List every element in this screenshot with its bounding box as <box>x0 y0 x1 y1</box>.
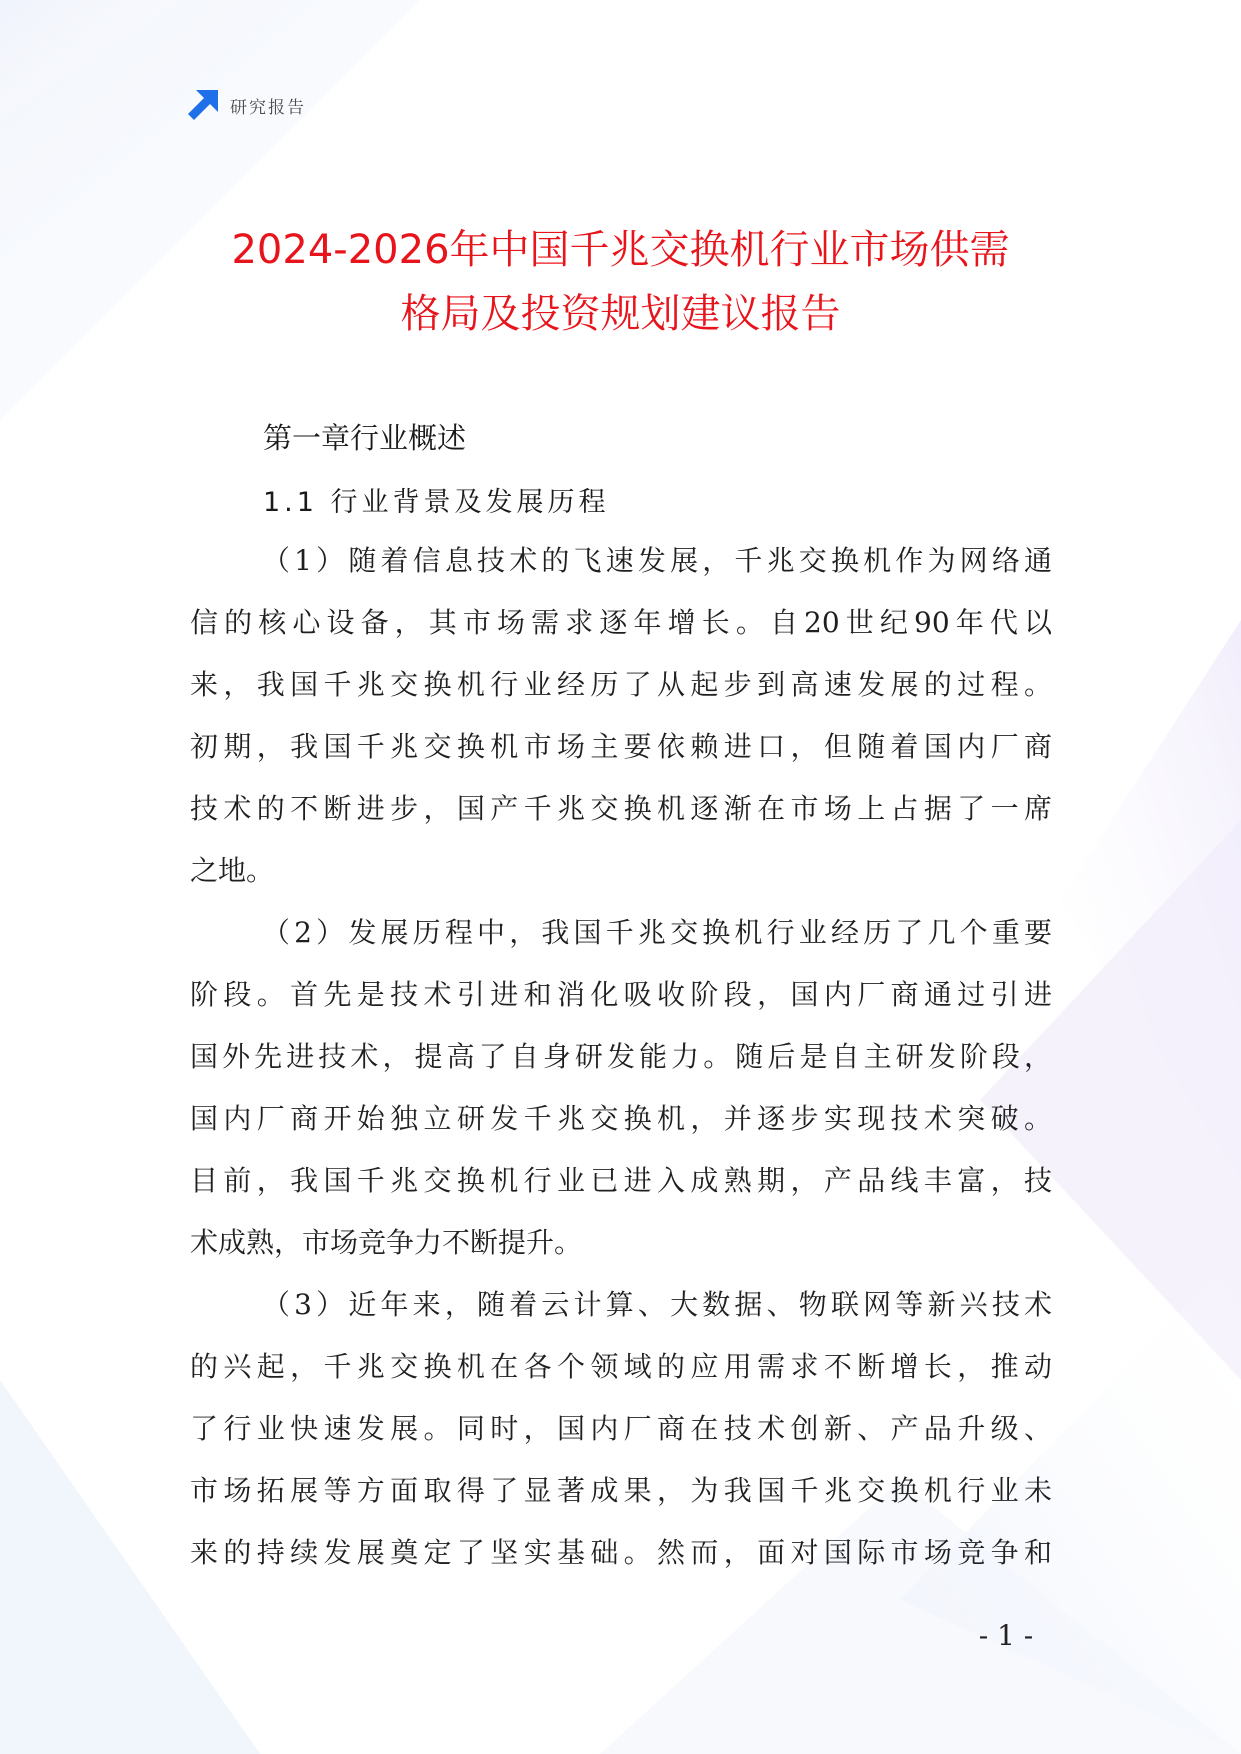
report-title <box>150 218 1091 346</box>
paragraph-line: 技术的不断进步，国产千兆交换机逐渐在市场上占据了一席 <box>190 792 1052 825</box>
paragraph-1 <box>190 530 1052 902</box>
paragraph-line: （1）随着信息技术的飞速发展，千兆交换机作为网络通 <box>262 544 1052 577</box>
paragraph-3 <box>190 1274 1052 1584</box>
paragraph-line: 国内厂商开始独立研发千兆交换机，并逐步实现技术突破。 <box>190 1102 1052 1135</box>
paragraph-line: 初期，我国千兆交换机市场主要依赖进口，但随着国内厂商 <box>190 730 1052 763</box>
paragraph-line: 术成熟，市场竞争力不断提升。 <box>190 1226 583 1259</box>
brand-text: 研究报告 <box>230 97 306 118</box>
report-header <box>186 88 306 122</box>
report-title-line-2: 格局及投资规划建议报告 <box>400 291 841 337</box>
paragraph-line: 国外先进技术，提高了自身研发能力。随后是自主研发阶段， <box>190 1040 1052 1073</box>
section-heading: 1.1 行业背景及发展历程 <box>263 487 610 518</box>
paragraph-line: （3）近年来，随着云计算、大数据、物联网等新兴技术 <box>262 1288 1052 1321</box>
report-title-line-1: 2024-2026年中国千兆交换机行业市场供需 <box>231 227 1010 273</box>
chapter-heading: 第一章行业概述 <box>263 421 467 455</box>
paragraph-line: 的兴起，千兆交换机在各个领域的应用需求不断增长，推动 <box>190 1350 1052 1383</box>
paragraph-line: 来的持续发展奠定了坚实基础。然而，面对国际市场竞争和 <box>190 1536 1052 1569</box>
paragraph-line: （2）发展历程中，我国千兆交换机行业经历了几个重要 <box>262 916 1052 949</box>
paragraph-line: 目前，我国千兆交换机行业已进入成熟期，产品线丰富，技 <box>190 1164 1052 1197</box>
page-number: - 1 - <box>978 1619 1034 1652</box>
paragraph-line: 之地。 <box>190 854 275 887</box>
paragraph-line: 阶段。首先是技术引进和消化吸收阶段，国内厂商通过引进 <box>190 978 1052 1011</box>
paragraph-line: 了行业快速发展。同时，国内厂商在技术创新、产品升级、 <box>190 1412 1052 1445</box>
arrow-up-right-icon <box>186 88 220 122</box>
paragraph-line: 来，我国千兆交换机行业经历了从起步到高速发展的过程。 <box>190 668 1052 701</box>
paragraph-line: 信的核心设备，其市场需求逐年增长。自20世纪90年代以 <box>190 606 1052 639</box>
paragraph-2 <box>190 902 1052 1274</box>
paragraph-line: 市场拓展等方面取得了显著成果，为我国千兆交换机行业未 <box>190 1474 1052 1507</box>
